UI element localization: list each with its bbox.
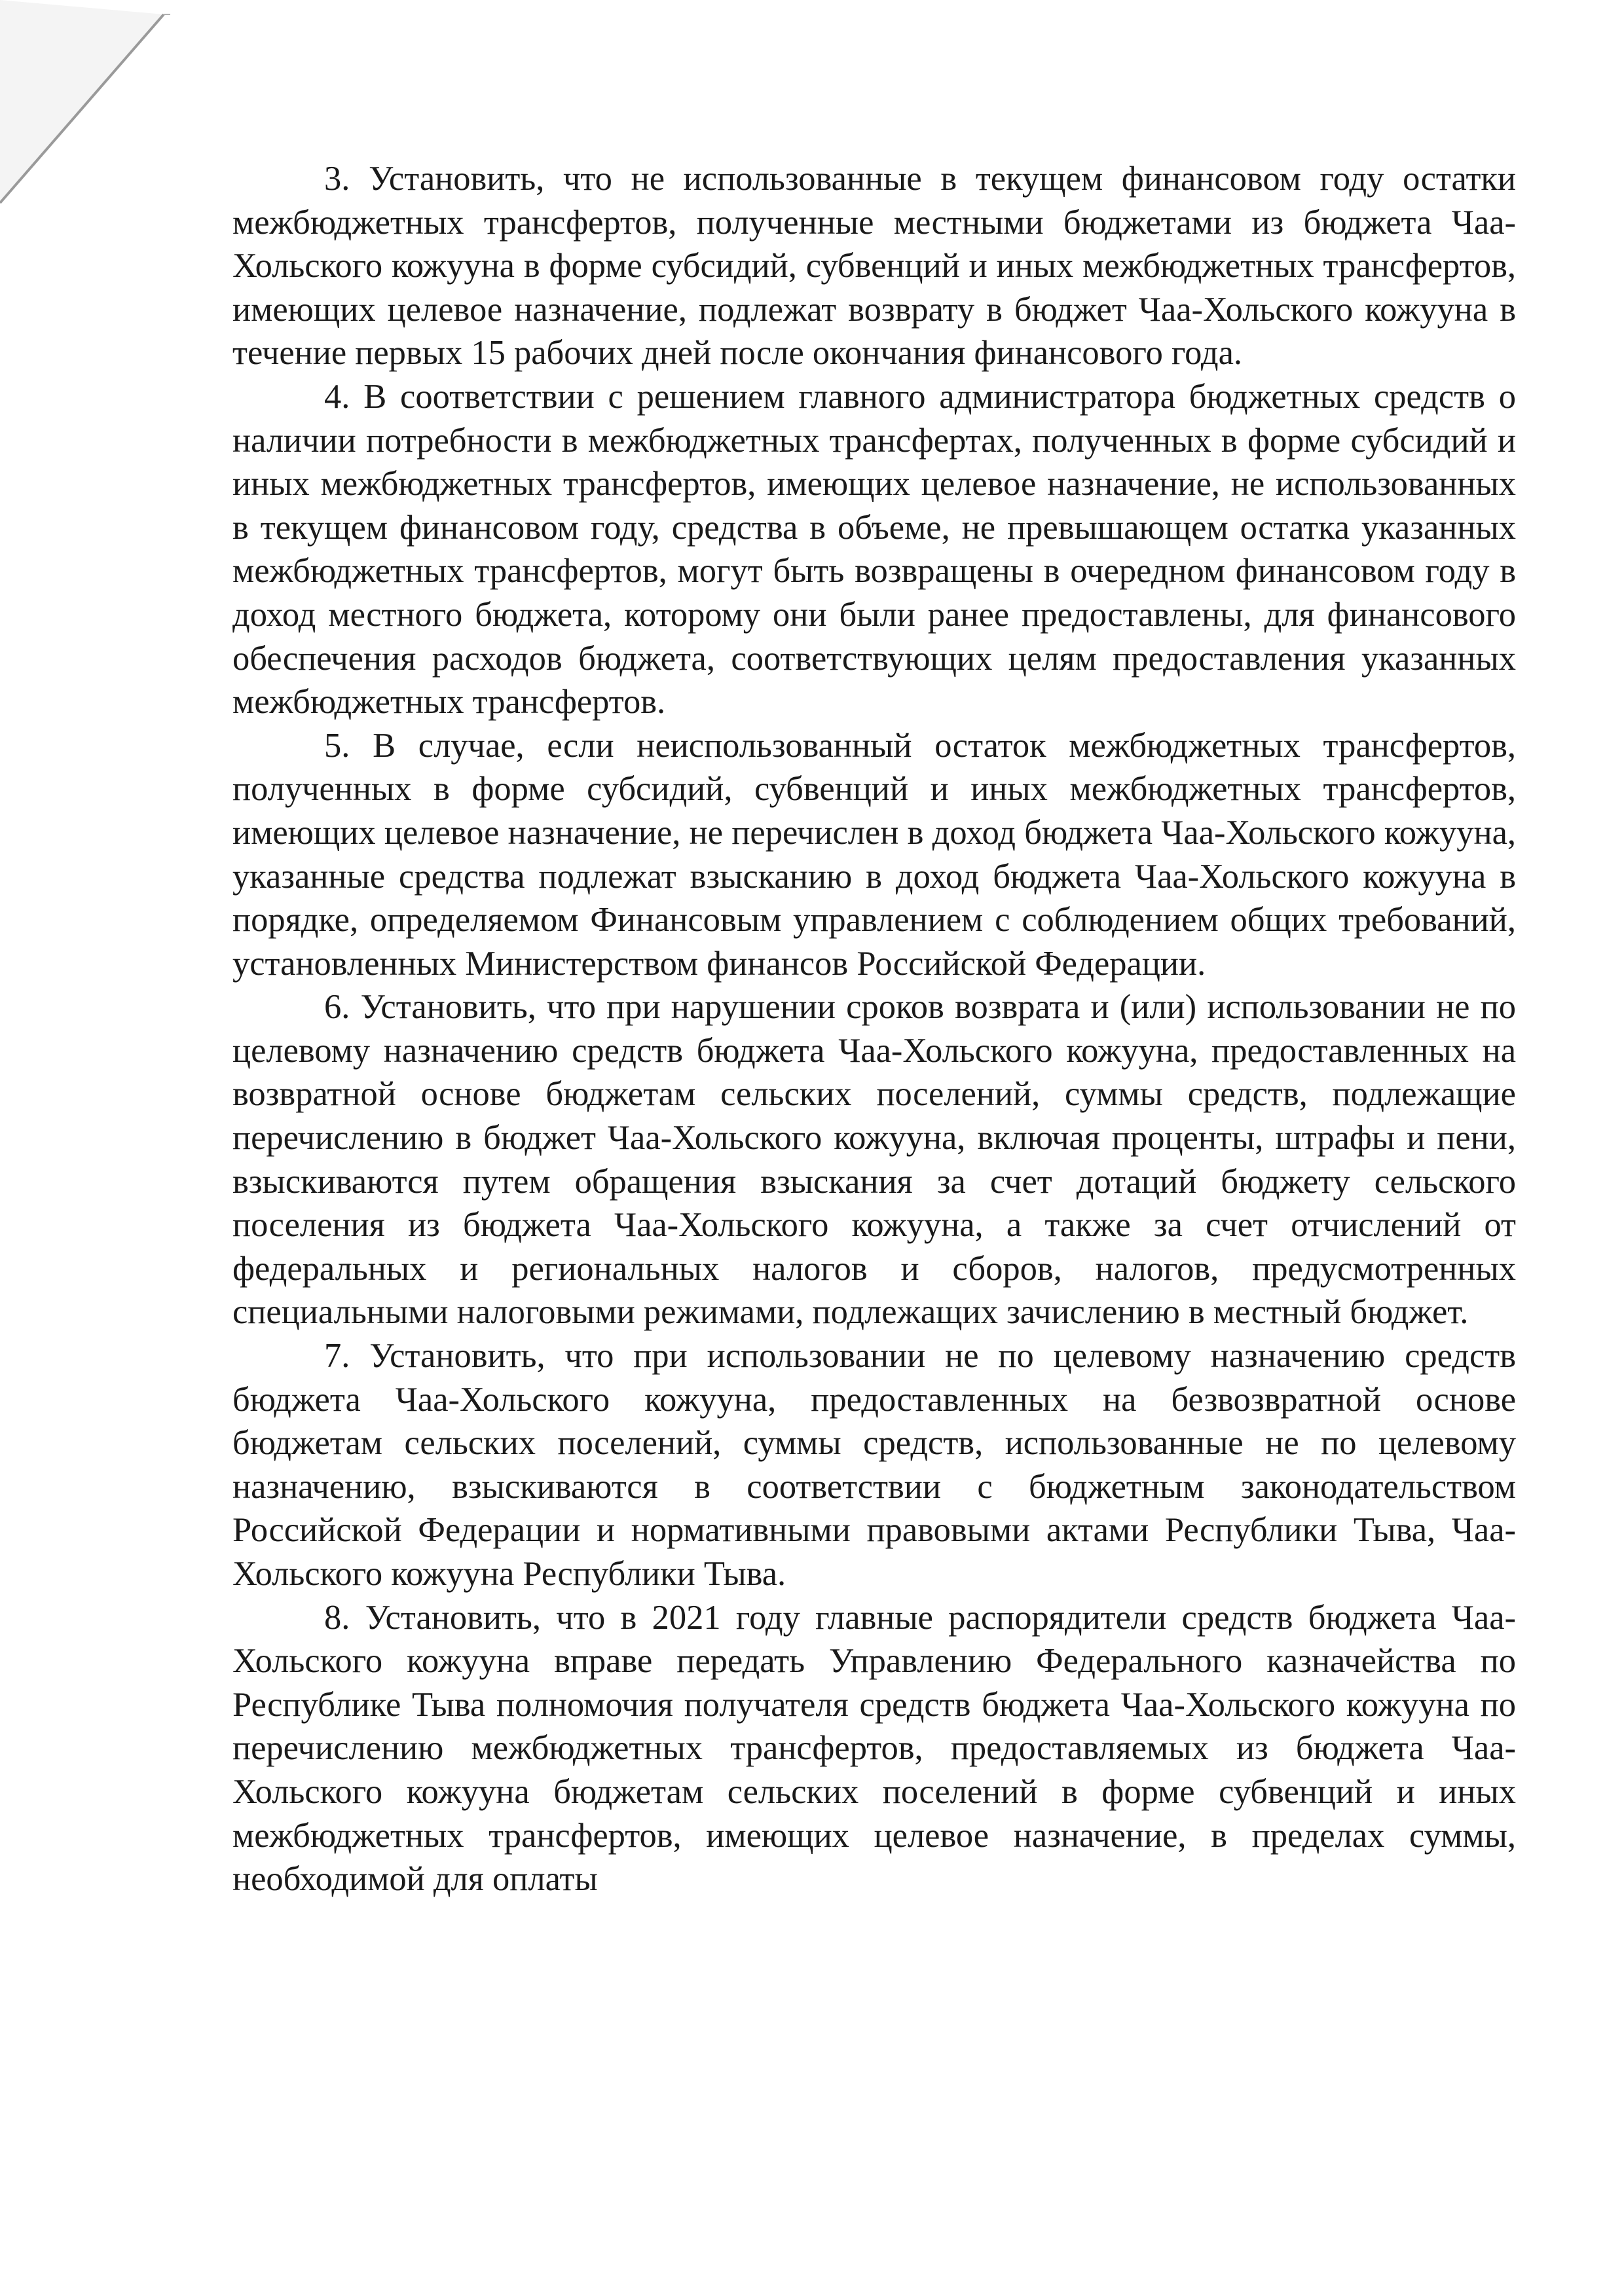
page-corner-fold — [0, 0, 170, 210]
paragraph-number: 7. — [324, 1337, 350, 1376]
paragraph-3 — [232, 157, 1516, 375]
paragraph-number: 3. — [324, 160, 350, 198]
paragraph-7 — [232, 1334, 1516, 1596]
paragraph-number: 6. — [324, 988, 350, 1027]
paragraph-text: В случае, если неиспользованный остаток межбюджетных трансфертов, полученных в форме субсидий, субвенций и иных межбюджетных трансфертов, имеющих целевое назначение, не перечислен в доход бюджета Чаа-Хольского кожууна, указанные средства подлежат взысканию в доход бюджета Чаа-Хольского кожууна в порядке, определяемом Финансовым управлением с соблюдением общих требований, установленных Министерством финансов Российской Федерации. — [232, 726, 1516, 983]
paragraph-number: 8. — [324, 1598, 350, 1637]
document-body — [232, 157, 1516, 1901]
paragraph-text: Установить, что в 2021 году главные распорядители средств бюджета Чаа-Хольского кожууна вправе передать Управлению Федерального казначейства по Республике Тыва полномочия получателя средств бюджета Чаа-Хольского кожууна по перечислению межбюджетных трансфертов, предоставляемых из бюджета Чаа-Хольского кожууна бюджетам сельских поселений в форме субвенций и иных межбюджетных трансфертов, имеющих целевое назначение, в пределах суммы, необходимой для оплаты — [232, 1598, 1517, 1899]
paragraph-5 — [232, 724, 1516, 986]
paragraph-number: 5. — [324, 726, 350, 765]
paragraph-text: В соответствии с решением главного администратора бюджетных средств о наличии потребности в межбюджетных трансфертах, полученных в форме субсидий и иных межбюджетных трансфертов, имеющих целевое назначение, не использованных в текущем финансовом году, средства в объеме, не превышающем остатка указанных межбюджетных трансфертов, могут быть возвращены в очередном финансовом году в доход местного бюджета, которому они были ранее предоставлены, для финансового обеспечения расходов бюджета, соответствующих целям предоставления указанных межбюджетных трансфертов. — [232, 377, 1516, 721]
paragraph-text: Установить, что при нарушении сроков возврата и (или) использовании не по целевому назначению средств бюджета Чаа-Хольского кожууна, предоставленных на возвратной основе бюджетам сельских поселений, суммы средств, подлежащие перечислению в бюджет Чаа-Хольского кожууна, включая проценты, штрафы и пени, взыскиваются путем обращения взыскания за счет дотаций бюджету сельского поселения из бюджета Чаа-Хольского кожууна, а также за счет отчислений от федеральных и региональных налогов и сборов, налогов, предусмотренных специальными налоговыми режимами, подлежащих зачислению в местный бюджет. — [232, 988, 1516, 1332]
paragraph-4 — [232, 375, 1516, 724]
paragraph-number: 4. — [324, 377, 350, 416]
paragraph-6 — [232, 985, 1516, 1334]
paragraph-8 — [232, 1596, 1516, 1901]
paragraph-text: Установить, что при использовании не по целевому назначению средств бюджета Чаа-Хольского кожууна, предоставленных на безвозвратной основе бюджетам сельских поселений, суммы средств, использованные не по целевому назначению, взыскиваются в соответствии с бюджетным законодательством Российской Федерации и нормативными правовыми актами Республики Тыва, Чаа-Хольского кожууна Республики Тыва. — [232, 1337, 1517, 1593]
paragraph-text: Установить, что не использованные в текущем финансовом году остатки межбюджетных трансфертов, полученные местными бюджетами из бюджета Чаа-Хольского кожууна в форме субсидий, субвенций и иных межбюджетных трансфертов, имеющих целевое назначение, подлежат возврату в бюджет Чаа-Хольского кожууна в течение первых 15 рабочих дней после окончания финансового года. — [232, 160, 1517, 373]
